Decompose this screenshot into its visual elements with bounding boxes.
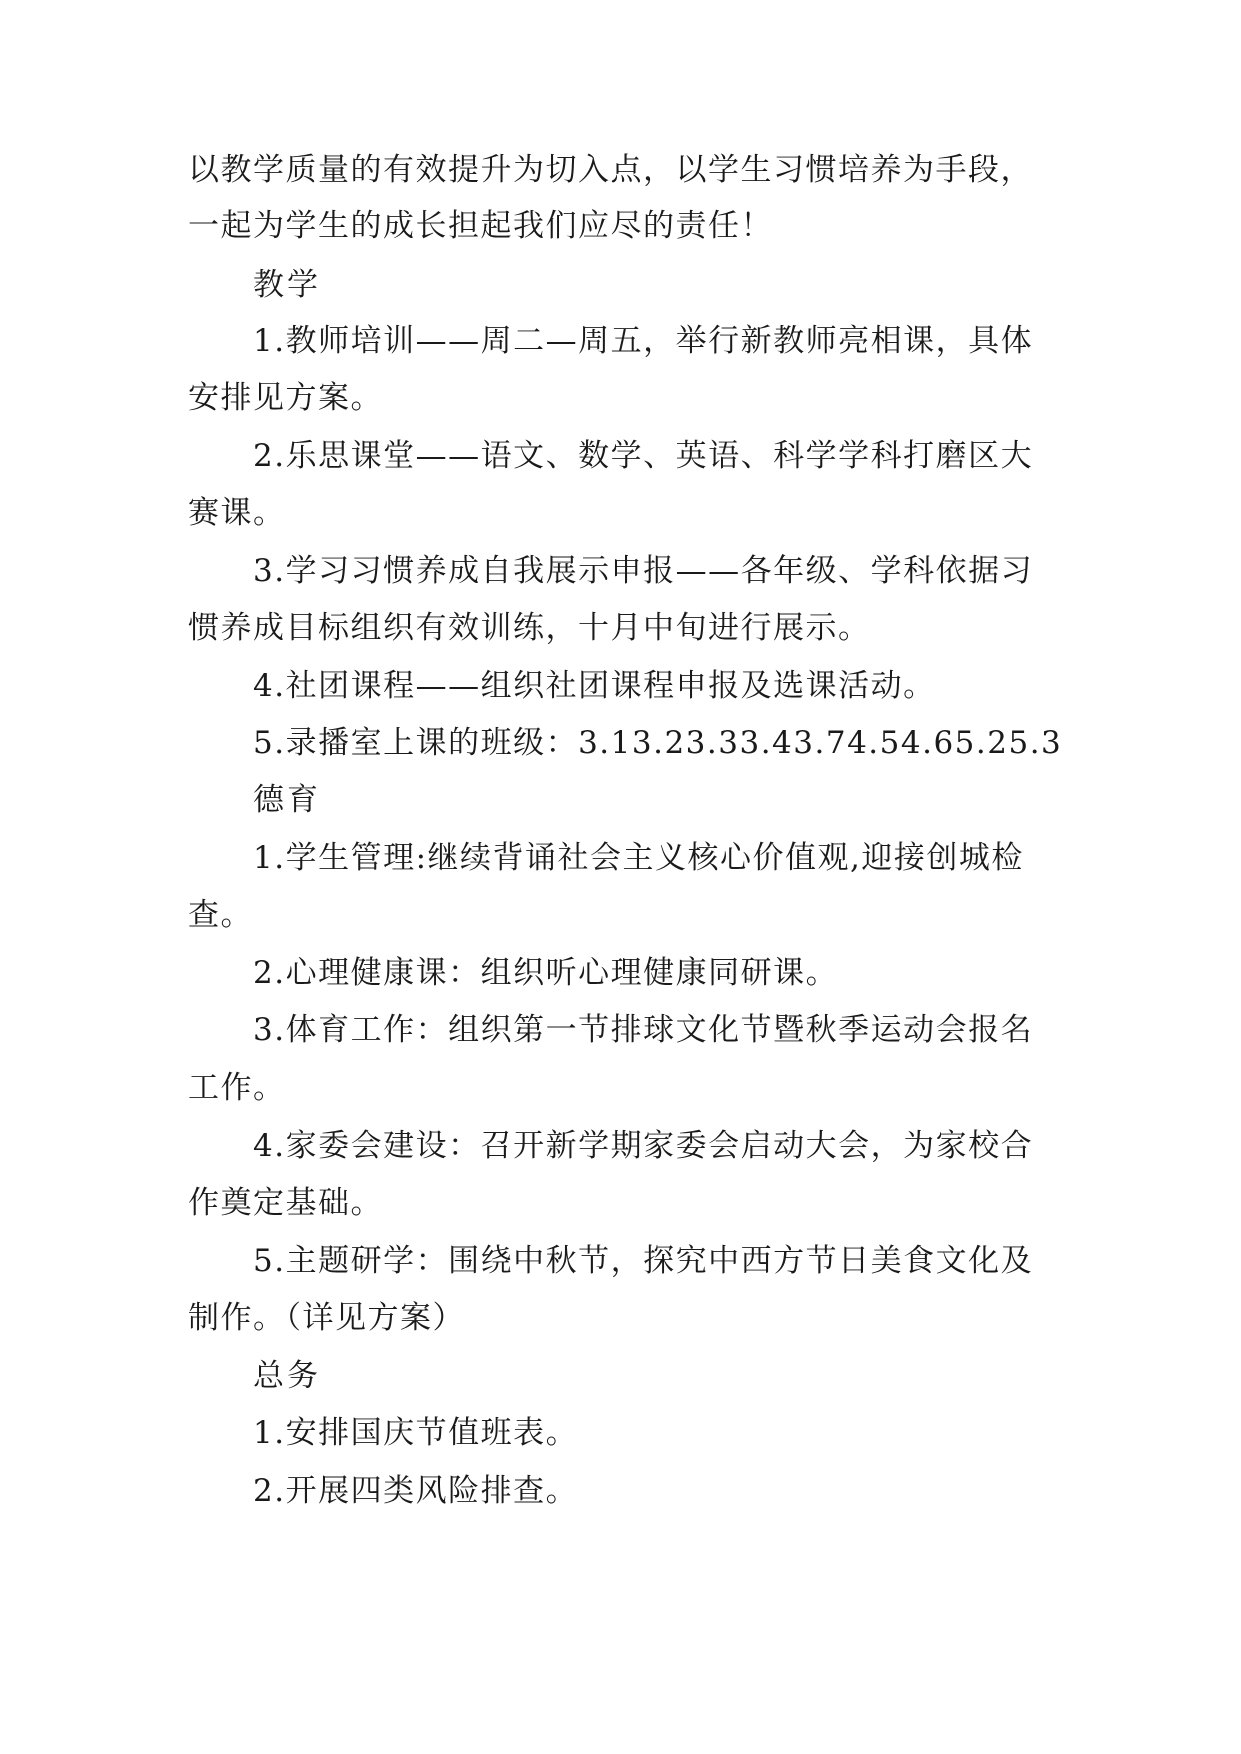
teaching-item-3-line-1: 3.学习习惯养成自我展示申报——各年级、学科依据习 — [253, 553, 1034, 589]
intro-line-2: 一起为学生的成长担起我们应尽的责任！ — [188, 208, 773, 244]
teaching-item-3-line-2: 惯养成目标组织有效训练，十月中旬进行展示。 — [188, 610, 871, 646]
section-heading-general: 总务 — [253, 1358, 321, 1394]
teaching-item-5: 5.录播室上课的班级：3.13.23.33.43.74.54.65.25.3 — [253, 725, 1063, 761]
teaching-item-2-line-2: 赛课。 — [188, 495, 286, 531]
moral-item-4-line-1: 4.家委会建设：召开新学期家委会启动大会，为家校合 — [253, 1128, 1034, 1164]
moral-item-3-line-2: 工作。 — [188, 1070, 286, 1106]
section-heading-moral: 德育 — [253, 782, 321, 818]
moral-item-5-line-1: 5.主题研学：围绕中秋节，探究中西方节日美食文化及 — [253, 1243, 1034, 1279]
teaching-item-1-line-2: 安排见方案。 — [188, 380, 383, 416]
moral-item-1-line-1: 1.学生管理:继续背诵社会主义核心价值观,迎接创城检 — [253, 840, 1024, 876]
intro-line-1: 以教学质量的有效提升为切入点，以学生习惯培养为手段， — [188, 152, 1033, 188]
moral-item-2: 2.心理健康课：组织听心理健康同研课。 — [253, 955, 839, 991]
teaching-item-2-line-1: 2.乐思课堂——语文、数学、英语、科学学科打磨区大 — [253, 438, 1034, 474]
moral-item-5-line-2: 制作。（详见方案） — [188, 1300, 465, 1336]
general-item-1: 1.安排国庆节值班表。 — [253, 1415, 579, 1451]
moral-item-3-line-1: 3.体育工作：组织第一节排球文化节暨秋季运动会报名 — [253, 1012, 1034, 1048]
section-heading-teaching: 教学 — [253, 267, 321, 303]
moral-item-1-line-2: 查。 — [188, 897, 253, 933]
moral-item-4-line-2: 作奠定基础。 — [188, 1185, 383, 1221]
teaching-item-1-line-1: 1.教师培训——周二—周五，举行新教师亮相课，具体 — [253, 323, 1034, 359]
teaching-item-4: 4.社团课程——组织社团课程申报及选课活动。 — [253, 668, 936, 704]
general-item-2: 2.开展四类风险排查。 — [253, 1473, 579, 1509]
